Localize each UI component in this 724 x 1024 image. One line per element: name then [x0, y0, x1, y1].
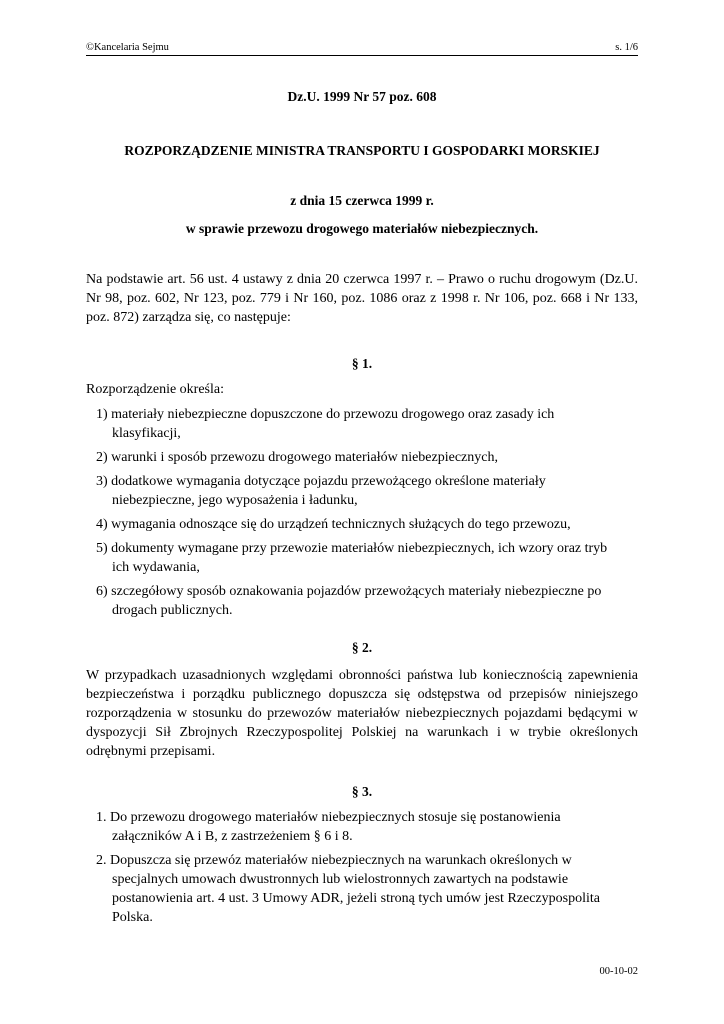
section-2-paragraph: W przypadkach uzasadnionych względami obronności państwa lub koniecznością zapewnienia bezpieczeństwa i porządku publicznego dopuszcza się odstępstwa od przepisów niniejszego rozporządzenia w stosunku do przewozów materiałów niebezpiecznych pojazdami będącymi w dyspozycji Sił Zbrojnych Rzeczypospolitej Polskiej na warunkach i w trybie określonych odrębnymi przepisami. — [86, 668, 638, 759]
list-item-text: Dopuszcza się przewóz materiałów niebezpiecznych na warunkach określonych w specjalnych umowach dwustronnych lub wielostronnych zawartych na podstawie postanowienia art. 4 ust. 3 Umowy ADR, jeżeli stroną tych umów jest Rzeczypospolita Polska. — [110, 853, 600, 925]
list-item-number: 2. — [96, 853, 107, 868]
journal-reference: Dz.U. 1999 Nr 57 poz. 608 — [287, 89, 437, 104]
list-item-number: 3) — [96, 474, 108, 489]
header-source: ©Kancelaria Sejmu — [86, 42, 169, 53]
section-3-heading: § 3. — [351, 784, 373, 799]
list-item — [96, 472, 626, 510]
list-item — [96, 539, 626, 577]
list-item — [96, 405, 626, 443]
list-item — [96, 808, 626, 846]
list-item-text: materiały niebezpieczne dopuszczone do przewozu drogowego oraz zasady ich klasyfikacji, — [111, 407, 555, 441]
list-item-text: dodatkowe wymagania dotyczące pojazdu przewożącego określone materiały niebezpieczne, jego wyposażenia i ładunku, — [111, 474, 546, 508]
document-subject: w sprawie przewozu drogowego materiałów niebezpiecznych. — [185, 221, 539, 236]
list-item-text: wymagania odnoszące się do urządzeń technicznych służących do tego przewozu, — [111, 517, 571, 532]
list-item — [96, 851, 626, 927]
document-date: z dnia 15 czerwca 1999 r. — [290, 193, 434, 208]
list-item-text: Do przewozu drogowego materiałów niebezpiecznych stosuje się postanowienia załączników A i B, z zastrzeżeniem § 6 i 8. — [110, 810, 561, 844]
page-number: s. 1/6 — [615, 42, 638, 53]
section-1-intro: Rozporządzenie określa: — [86, 382, 224, 397]
section-1-list — [96, 405, 626, 625]
list-item-number: 2) — [96, 450, 108, 465]
list-item — [96, 582, 626, 620]
legal-basis-paragraph: Na podstawie art. 56 ust. 4 ustawy z dnia 20 czerwca 1997 r. – Prawo o ruchu drogowym (Dz.U. Nr 98, poz. 602, Nr 123, poz. 779 i Nr 160, poz. 1086 oraz z 1998 r. Nr 106, poz. 668 i Nr 133, poz. 872) zarządza się, co następuje: — [86, 272, 638, 325]
footer-code: 00-10-02 — [599, 966, 638, 977]
list-item-text: dokumenty wymagane przy przewozie materiałów niebezpiecznych, ich wzory oraz tryb ich wydawania, — [111, 541, 608, 575]
list-item-number: 4) — [96, 517, 108, 532]
document-title: ROZPORZĄDZENIE MINISTRA TRANSPORTU I GOSPODARKI MORSKIEJ — [124, 143, 600, 158]
list-item-number: 1. — [96, 810, 107, 825]
list-item-text: warunki i sposób przewozu drogowego materiałów niebezpiecznych, — [111, 450, 498, 465]
section-2-heading: § 2. — [351, 640, 373, 655]
page-header — [86, 42, 638, 56]
list-item-text: szczegółowy sposób oznakowania pojazdów przewożących materiały niebezpieczne po drogach publicznych. — [111, 584, 602, 618]
list-item — [96, 448, 626, 467]
list-item-number: 6) — [96, 584, 108, 599]
list-item-number: 5) — [96, 541, 108, 556]
list-item — [96, 515, 626, 534]
section-3-list — [96, 808, 626, 932]
list-item-number: 1) — [96, 407, 108, 422]
section-1-heading: § 1. — [351, 356, 373, 371]
